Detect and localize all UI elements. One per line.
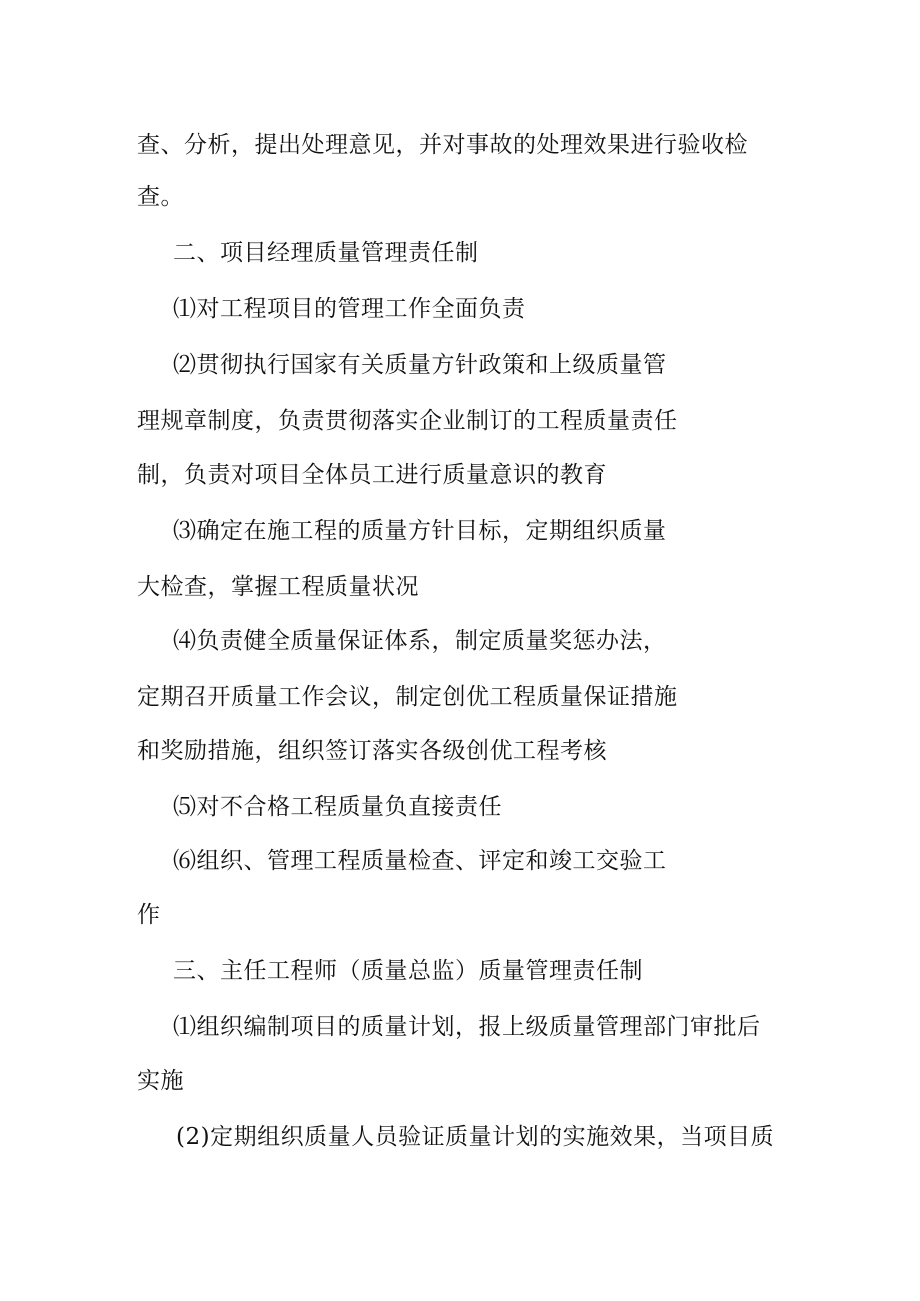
text-line: 大检查，掌握工程质量状况 <box>137 574 419 600</box>
list-item: ⑷负责健全质量保证体系，制定质量奖惩办法， <box>173 628 667 654</box>
section-heading: 二、项目经理质量管理责任制 <box>173 240 479 266</box>
text-line: 理规章制度，负责贯彻落实企业制订的工程质量责任 <box>137 408 678 434</box>
text-line: 查、分析，提出处理意见，并对事故的处理效果进行验收检 <box>137 132 748 158</box>
text-line: 定期召开质量工作会议，制定创优工程质量保证措施 <box>137 684 678 710</box>
text-line: 实施 <box>137 1068 184 1094</box>
text-line: 和奖励措施，组织签订落实各级创优工程考核 <box>137 738 607 764</box>
list-item: ⑹组织、管理工程质量检查、评定和竣工交验工 <box>173 848 667 874</box>
text-line: 作 <box>137 902 161 928</box>
text-line: 制，负责对项目全体员工进行质量意识的教育 <box>137 462 607 488</box>
list-item: ⑴对工程项目的管理工作全面负责 <box>173 296 526 322</box>
text-line: 查。 <box>137 184 184 210</box>
list-item: ⑸对不合格工程质量负直接责任 <box>173 794 502 820</box>
list-item: ⑶确定在施工程的质量方针目标，定期组织质量 <box>173 518 667 544</box>
list-item: (2)定期组织质量人员验证质量计划的实施效果，当项目质 <box>176 1124 775 1150</box>
list-item: ⑵贯彻执行国家有关质量方针政策和上级质量管 <box>173 352 667 378</box>
list-item: ⑴组织编制项目的质量计划，报上级质量管理部门审批后 <box>173 1014 761 1040</box>
section-heading: 三、主任工程师（质量总监）质量管理责任制 <box>173 958 643 984</box>
